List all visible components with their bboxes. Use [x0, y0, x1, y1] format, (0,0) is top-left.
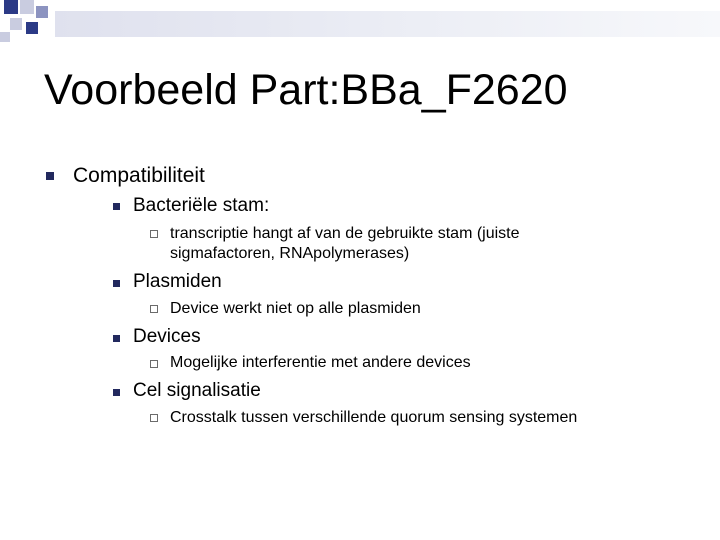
header-band: [55, 11, 720, 37]
bullet-hollow-square-icon: [150, 305, 158, 313]
bullet-crosstalk: Crosstalk tussen verschillende quorum sensing systemen: [170, 409, 578, 426]
bullet-hollow-square-icon: [150, 360, 158, 368]
bullet-square-icon: [46, 172, 54, 180]
header-square-dark-2: [26, 22, 38, 34]
bullet-bacteriele-stam: Bacteriële stam:: [133, 195, 270, 216]
bullet-hollow-square-icon: [150, 230, 158, 238]
bullet-plasmiden: Plasmiden: [133, 271, 222, 292]
bullet-devices: Devices: [133, 326, 201, 347]
bullet-cel-signalisatie: Cel signalisatie: [133, 380, 261, 401]
bullet-device-werkt: Device werkt niet op alle plasmiden: [170, 300, 421, 317]
bullet-mogelijke-interferentie: Mogelijke interferentie met andere devices: [170, 354, 471, 371]
header-square-light-2: [10, 18, 22, 30]
bullet-square-icon: [113, 335, 120, 342]
slide-title: Voorbeeld Part:BBa_F2620: [44, 66, 568, 114]
bullet-square-icon: [113, 203, 120, 210]
bullet-compatibiliteit: Compatibiliteit: [73, 164, 205, 187]
bullet-square-icon: [113, 389, 120, 396]
bullet-hollow-square-icon: [150, 414, 158, 422]
bullet-transcriptie: transcriptie hangt af van de gebruikte stam (juiste sigmafactoren, RNApolymerases): [170, 225, 520, 262]
header-square-light: [20, 0, 34, 14]
header-square-light-3: [0, 32, 10, 42]
header-square-mid: [36, 6, 48, 18]
header-square-dark: [4, 0, 18, 14]
bullet-square-icon: [113, 280, 120, 287]
